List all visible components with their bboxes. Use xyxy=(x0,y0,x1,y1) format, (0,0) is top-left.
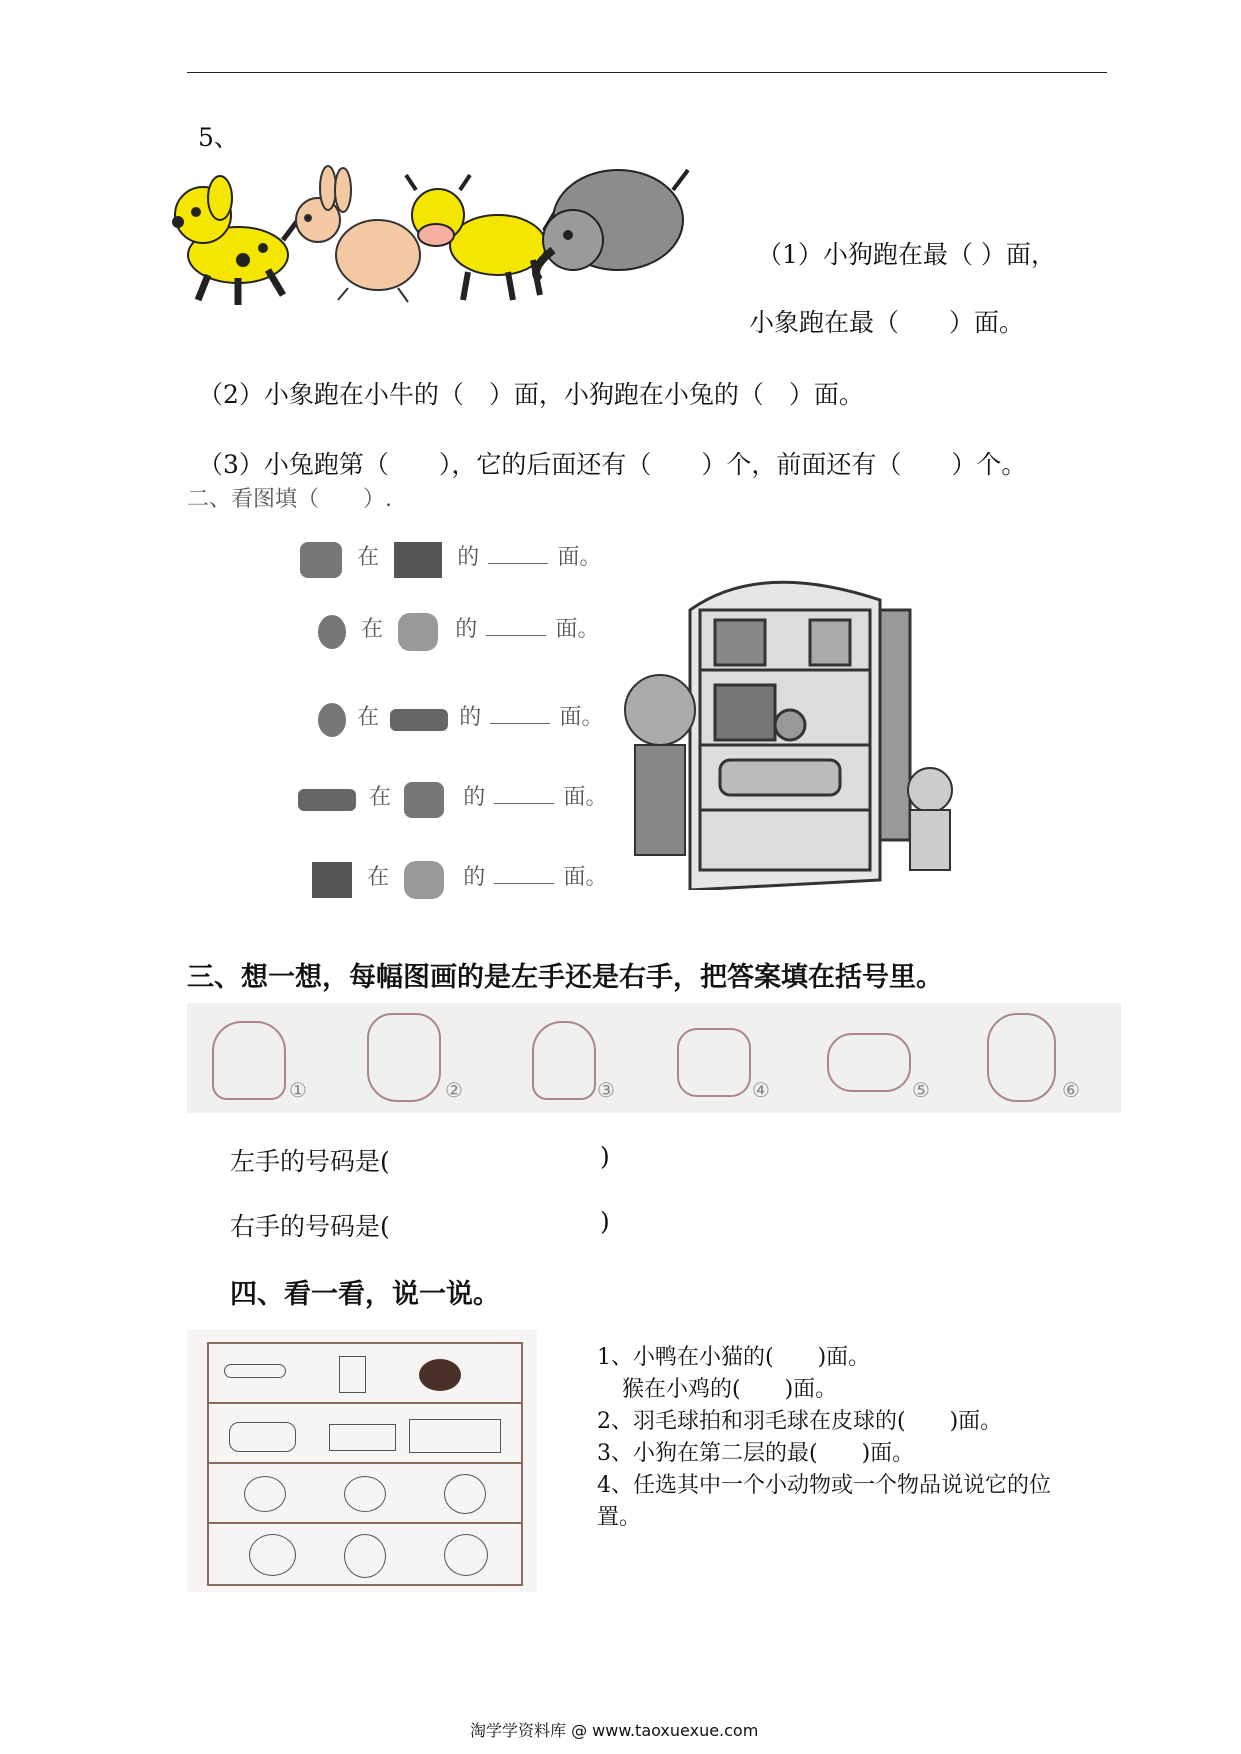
cat-toy-icon xyxy=(398,613,438,651)
boy-icon xyxy=(625,675,695,855)
grid-panel xyxy=(187,1330,537,1592)
section3-title: 三、想一想，每幅图画的是左手还是右手，把答案填在括号里。 xyxy=(187,962,943,993)
answer-blank[interactable] xyxy=(488,563,548,564)
section4-title: 四、看一看，说一说。 xyxy=(230,1279,500,1310)
footer: 淘学学资料库 @ www.taoxuexue.com xyxy=(470,1721,759,1740)
ship-icon xyxy=(329,1424,396,1451)
hand-ok-sign-icon xyxy=(987,1013,1056,1102)
row-de: 的 xyxy=(459,705,482,730)
q5-line4: （3）小兔跑第（ ），它的后面还有（ ）个，前面还有（ ）个。 xyxy=(198,450,1027,479)
hand-number: ④ xyxy=(752,1078,770,1102)
answer-blank[interactable] xyxy=(486,635,546,636)
fill-row xyxy=(318,612,600,651)
fill-row xyxy=(298,780,608,818)
q4-item3: 3、小狗在第二层的最( )面。 xyxy=(597,1441,915,1466)
row-de: 的 xyxy=(455,617,478,642)
clock-icon xyxy=(318,615,346,649)
q4-item1: 1、小鸭在小猫的( )面。 xyxy=(597,1345,871,1370)
elephant-icon xyxy=(536,170,688,280)
monkey-icon xyxy=(249,1534,296,1576)
hand-pointing-icon xyxy=(827,1033,911,1092)
potted-plant-icon xyxy=(404,782,444,818)
item-grid xyxy=(207,1342,523,1586)
left-hand-label: 左手的号码是( xyxy=(230,1147,390,1176)
q4-item1b: 猴在小鸡的( )面。 xyxy=(622,1377,838,1402)
ship-icon xyxy=(390,709,448,731)
kitten-icon xyxy=(344,1534,386,1578)
hand-thumbs-up-icon xyxy=(212,1021,286,1100)
fill-row xyxy=(318,700,604,737)
fill-row xyxy=(300,540,602,578)
rabbit-icon xyxy=(296,166,420,302)
hands-panel xyxy=(187,1003,1121,1113)
squirrel-icon xyxy=(444,1534,488,1576)
right-hand-answer[interactable] xyxy=(410,1207,600,1237)
potted-plant-icon xyxy=(300,542,342,578)
cat-toy-icon xyxy=(404,861,444,899)
section2-title: 二、看图填（ ）. xyxy=(187,487,392,512)
hand-number: ⑥ xyxy=(1062,1078,1080,1102)
row-zai: 在 xyxy=(361,617,384,642)
ball-icon xyxy=(419,1359,461,1391)
hand-open-palm-icon xyxy=(367,1013,441,1102)
chick-icon xyxy=(244,1476,286,1512)
row-zai: 在 xyxy=(367,865,390,890)
books-icon xyxy=(312,862,352,898)
q4-item2: 2、羽毛球拍和羽毛球在皮球的( )面。 xyxy=(597,1409,1003,1434)
books-icon xyxy=(394,542,442,578)
right-hand-label: 右手的号码是( xyxy=(230,1212,390,1241)
hand-number: ① xyxy=(289,1078,307,1102)
cow-icon xyxy=(406,175,558,300)
hand-number: ③ xyxy=(597,1078,615,1102)
row-de: 的 xyxy=(463,785,486,810)
q5-line1: （1）小狗跑在最（ ）面， xyxy=(757,240,1056,269)
left-hand-close: ) xyxy=(600,1142,610,1171)
bookshelf-illustration xyxy=(610,560,990,890)
ship-icon xyxy=(298,789,356,811)
answer-blank[interactable] xyxy=(494,883,554,884)
right-hand-close: ) xyxy=(600,1207,610,1236)
q5-line3: （2）小象跑在小牛的（ ）面，小狗跑在小兔的（ ）面。 xyxy=(198,380,864,409)
row-de: 的 xyxy=(457,545,480,570)
duckling-icon xyxy=(344,1476,386,1512)
clock-icon xyxy=(318,703,346,737)
row-zai: 在 xyxy=(357,705,380,730)
header-rule xyxy=(187,72,1107,73)
q5-line2: 小象跑在最（ ）面。 xyxy=(749,308,1025,337)
dog-icon xyxy=(173,176,298,305)
row-zai: 在 xyxy=(357,545,380,570)
row-mian: 面。 xyxy=(563,785,608,810)
hand-fist-icon xyxy=(677,1028,751,1097)
row-mian: 面。 xyxy=(557,545,602,570)
dog-sitting-icon xyxy=(908,768,952,870)
car-icon xyxy=(229,1422,296,1452)
answer-blank[interactable] xyxy=(490,723,550,724)
row-mian: 面。 xyxy=(563,865,608,890)
shuttlecock-icon xyxy=(339,1356,366,1393)
hand-thumbs-up-icon xyxy=(532,1021,596,1100)
hand-number: ⑤ xyxy=(912,1078,930,1102)
q4-item4: 4、任选其中一个小动物或一个物品说说它的位 xyxy=(597,1473,1051,1498)
question-number: 5、 xyxy=(198,123,239,152)
hand-number: ② xyxy=(445,1078,463,1102)
puppy-icon xyxy=(444,1474,486,1514)
row-mian: 面。 xyxy=(559,705,604,730)
answer-blank[interactable] xyxy=(494,803,554,804)
row-zai: 在 xyxy=(369,785,392,810)
row-mian: 面。 xyxy=(555,617,600,642)
running-animals-illustration xyxy=(168,160,738,310)
q4-item4-cont: 置。 xyxy=(597,1505,642,1530)
badminton-racket-icon xyxy=(224,1364,286,1378)
tank-icon xyxy=(409,1419,501,1453)
row-de: 的 xyxy=(463,865,486,890)
left-hand-answer[interactable] xyxy=(410,1142,600,1172)
fill-row xyxy=(312,860,608,899)
